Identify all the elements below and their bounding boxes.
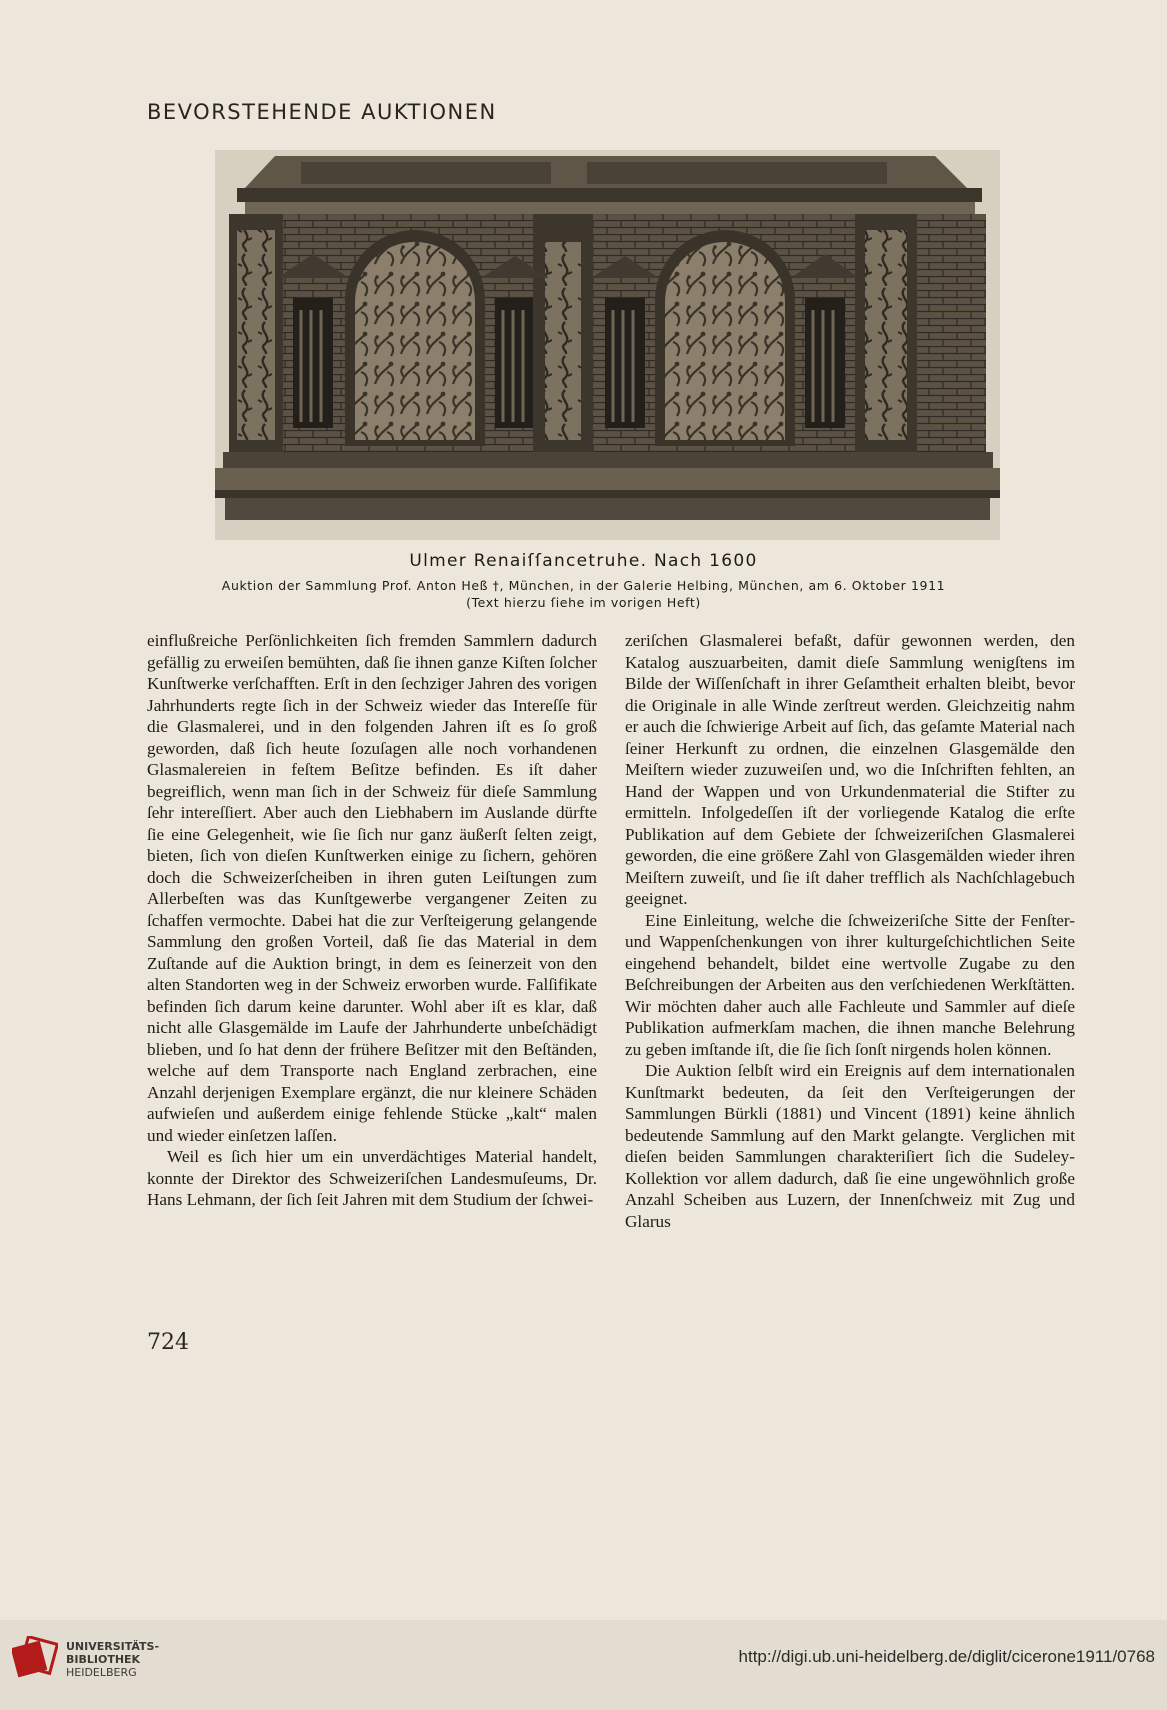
renaissance-chest-illustration [215,150,1000,540]
paragraph: einflußreiche Perſönlichkeiten ſich fremden Sammlern dadurch gefällig zu erweiſen bemühten, daß ſie ihnen ganze Kiſten ſolcher Kunſtwerke verſchafften. Erſt in den ſechziger Jahren des vorigen Jahrhunderts regte ſich in der Schweiz wieder das Intereſſe für die Glasmalerei, und in den folgenden Jahren iſt es ſo groß geworden, daß ſich heute ſozuſagen alle noch vorhandenen Glasmalereien in feſtem Beſitze befinden. Es iſt daher begreiflich, wenn man ſich in der Schweiz für dieſe Sammlung ſehr intereſſiert. Aber auch den Liebhabern im Auslande dürfte ſie eine Gelegenheit, wie ſie ſich nur ganz äußerſt ſelten zeigt, bieten, ſich von dieſen Kunſtwerken einige zu ſichern, gehören doch die Schweizerſcheiben in ihren guten Leiſtungen zum Allerbeſten was das Kunſtgewerbe vergangener Zeiten zu ſchaffen vermochte. Dabei hat die zur Verſteigerung gelangende Sammlung den großen Vorteil, daß ſie das Material in dem Zuſtande auf die Auktion bringt, in dem es ſeinerzeit von den alten Standorten weg in der Schweiz erworben wurde. Falſifikate befinden ſich darum keine darunter. Wohl aber iſt es klar, daß nicht alle Glasgemälde im Laufe der Jahrhunderte unbeſchädigt blieben, und ſo hat denn der frühere Beſitzer mit den Beſtänden, welche auf dem Transporte nach England zerbrachen, eine Anzahl derjenigen Exemplare ergänzt, die nur kleinere Schäden aufwieſen und außerdem einige fehlende Stücke „kalt“ malen und wieder einſetzen laſſen. [147,631,597,1145]
figure-caption-auction: Auktion der Sammlung Prof. Anton Heß †, München, in der Galerie Helbing, München, am 6. Oktober 1911 [221,578,946,593]
page-number: 724 [147,1330,189,1355]
figure-caption-title: Ulmer Renaiſſancetruhe. Nach 1600 [409,551,758,571]
paragraph: Weil es ſich hier um ein unverdächtiges Material handelt, konnte der Direktor des Schweizeriſchen Landesmuſeums, Dr. Hans Lehmann, der ſich ſeit Jahren mit dem Studium der ſchwei- [147,1147,597,1209]
library-name-line: UNIVERSITÄTS- [66,1640,160,1653]
source-url-link[interactable]: http://digi.ub.uni-heidelberg.de/diglit/cicerone1911/0768 [738,1647,1155,1666]
paragraph: zeriſchen Glasmalerei befaßt, dafür gewonnen werden, den Katalog auszuarbeiten, damit dieſe Sammlung wenigſtens im Bilde der Wiſſenſchaft in ihrer Geſamtheit erhalten bleibt, bevor die Originale in alle Winde zerſtreut werden. Gleichzeitig nahm er auch die ſchwierige Arbeit auf ſich, das geſamte Material nach ſeiner Herkunft zu ordnen, die einzelnen Glasgemälde den Meiſtern wieder zuzuweiſen und, wo die Inſchriften fehlten, an Hand der Wappen und von Urkundenmaterial die Stifter zu ermitteln. Infolgedeſſen iſt der vorliegende Katalog die erſte Publikation auf dem Gebiete der ſchweizeriſchen Glasmalerei geworden, die eine größere Zahl von Glasgemälden wieder ihren Meiſtern zuweiſt, und ſie iſt daher trefflich als Nachſchlagebuch geeignet. [625,631,1075,908]
library-name [66,1640,159,1679]
library-name-line: HEIDELBERG [66,1666,137,1679]
text-column-right [625,630,1075,1232]
paragraph: Die Auktion ſelbſt wird ein Ereignis auf dem internationalen Kunſtmarkt bedeuten, da ſeit den Verſteigerungen der Sammlungen Bürkli (1881) und Vincent (1891) keine ähnlich bedeutende Sammlung auf den Markt gelangte. Verglichen mit dieſen beiden Sammlungen charakteriſiert ſich die Sudeley-Kollektion vor allem dadurch, daß ſie eine ungewöhnlich große Anzahl Scheiben aus Luzern, der Innenſchweiz mit Zug und Glarus [625,1061,1075,1231]
chest-photograph [215,150,1000,540]
running-header: BEVORSTEHENDE AUKTIONEN [147,100,497,124]
library-name-line: BIBLIOTHEK [66,1653,141,1666]
paragraph: Eine Einleitung, welche die ſchweizeriſche Sitte der Fenſter- und Wappenſchenkungen von ihrer kulturgeſchichtlichen Seite eingehend behandelt, bildet eine wertvolle Zugabe zu den Beſchreibungen der Arbeiten aus den verſchiedenen Werkſtätten. Wir möchten daher auch alle Fachleute und Sammler auf dieſe Publikation aufmerkſam machen, die ihnen manche Belehrung zu geben imſtande iſt, die ſie ſich ſonſt nirgends holen können. [625,910,1075,1059]
figure-caption-note: (Text hierzu ſiehe im vorigen Heft) [466,595,701,610]
library-logo-icon [12,1636,58,1682]
text-column-left [147,630,597,1211]
